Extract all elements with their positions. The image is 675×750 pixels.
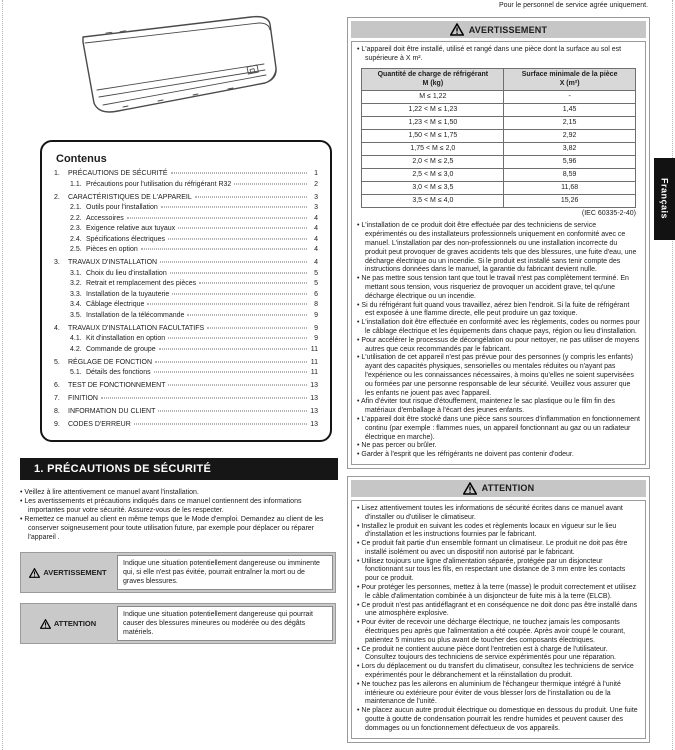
toc-entry: 8. INFORMATION DU CLIENT 13 [54, 408, 318, 415]
toc-entry: 5. RÉGLAGE DE FONCTION 11 [54, 358, 318, 366]
bullet-item: • Ne pas mettre sous tension tant que tout le travail n'est pas complètement terminé. En mettant sous tension, vous risqueriez de provoquer un accident grave, tel qu'une décharge électrique ou un incendie. [357, 275, 640, 301]
contents-title: Contenus [56, 153, 107, 165]
dot-leader [168, 338, 307, 339]
bullet-item: • L'utilisation de cet appareil n'est pas prévue pour des personnes (y compris les enfants) ayant des capacités physiques, sensorielles ou mentales réduites ou n'ayant pas l'expérience ou les connaissances nécessaires, à moins qu'elles ne soient supervisées ou formées par une personne responsable de leur sécurité. Veuillez vous assurer que les enfants ne jouent pas avec l'appareil. [357, 354, 640, 398]
iec-standard-note: (IEC 60335-2-40) [581, 209, 636, 217]
dot-leader [160, 262, 307, 263]
table-row: 2,0 < M ≤ 2,5 5,96 [362, 155, 636, 168]
toc-entry: 5.1. Détails des fonctions 11 [70, 369, 318, 376]
caution-box-content [351, 500, 646, 739]
dot-leader [168, 238, 307, 239]
toc-entry: 7. FINITION 13 [54, 395, 318, 402]
bullet-item: • Utilisez toujours une ligne d'alimentation séparée, protégée par un disjoncteur fonctionnant sur tous les fils, en respectant une distance de 3 mm entre les contacts pour ce produit. [357, 558, 640, 584]
caution-definition-text: Indique une situation potentiellement dangereuse qui pourrait causer des blessures mineures ou modérée ou des dégâts matériels. [117, 606, 333, 641]
toc-entry: 2.5. Pièces en option 4 [70, 246, 318, 253]
bullet-item: • L'installation doit être effectuée en conformité avec les règlements, codes ou normes pour le câblage électrique et les équipements dans chaque pays, région ou lieu d'installation. [357, 319, 640, 337]
table-header-row [362, 68, 636, 90]
caution-label: ATTENTION [21, 604, 115, 643]
warning-label: AVERTISSEMENT [21, 553, 115, 592]
bullet-item: • Lors du déplacement ou du transfert du climatiseur, consultez les techniciens de service expérimentés pour le débranchement et la réinstallation du produit. [357, 663, 640, 681]
dot-leader [161, 207, 307, 208]
dot-leader [172, 293, 307, 294]
dot-leader [187, 314, 307, 315]
table-row: 3,0 < M ≤ 3,5 11,68 [362, 181, 636, 194]
dot-leader [171, 173, 307, 174]
toc-entry: 2. CARACTÉRISTIQUES DE L'APPAREIL 3 [54, 193, 318, 201]
toc-entry: 3.1. Choix du lieu d'installation 5 [70, 269, 318, 277]
table-row: 1,75 < M ≤ 2,0 3,82 [362, 142, 636, 155]
bullet-item: • Ne placez aucun autre produit électrique ou domestique en dessous du produit. Une fuite goutte à goutte de condensation pourrait les rendre humides et peuvent causer des dommages ou un fonctionnement défectueux de vos appareils. [357, 707, 640, 733]
bullet-item: • Pour éviter de recevoir une décharge électrique, ne touchez jamais les composants électriques peu après que l'alimentation a été coupée. Après avoir coupé le courant, patientez 5 minutes ou plus avant de toucher des composants électriques. [357, 619, 640, 645]
caution-definition-box [20, 603, 336, 644]
warning-definition-box [20, 552, 336, 593]
dot-leader [141, 249, 307, 250]
table-row: M ≤ 1,22 - [362, 90, 636, 103]
dot-leader [147, 304, 307, 305]
left-column [20, 8, 338, 644]
bullet-item: • L'installation de ce produit doit être effectuée par des techniciens de service expérimentés ou des installateurs professionnels uniquement en conformité avec ce manuel. L'installation par des non-professionnels ou une installation incorrecte du produit peut provoquer de graves accidents tels que des blessures, une fuite d'eau, une décharge électrique ou un incendie. Si le produit est installé sans tenir compte des instructions données dans le manuel, la garantie du fabricant devient nulle. [357, 222, 640, 275]
bullet-item: • Ce produit ne contient aucune pièce dont l'entretien est à charge de l'utilisateur. Consultez toujours des techniciens de service expérimentés pour une réparation. [357, 646, 640, 664]
bullet-item: • L'appareil doit être installé, utilisé et rangé dans une pièce dont la surface au sol est supérieure à X m². [357, 46, 640, 64]
toc-entry: 4. TRAVAUX D'INSTALLATION FACULTATIFS 9 [54, 324, 318, 332]
caution-box-header: ATTENTION [351, 480, 646, 497]
dot-leader [178, 228, 307, 229]
air-conditioner-illustration [28, 10, 328, 134]
toc-entry: 3.4. Câblage électrique 8 [70, 301, 318, 308]
toc-entry: 4.2. Commande de groupe 11 [70, 345, 318, 353]
bullet-item: • Installez le produit en suivant les codes et règlements locaux en vigueur sur le lieu d'installation et les instructions fournies par le fabricant. [357, 523, 640, 541]
bullet-item: • Si du réfrigérant fuit quand vous travaillez, aérez bien l'endroit. Si la fuite de réfrigérant est exposée à une flamme directe, elle peut produire un gaz toxique. [357, 302, 640, 320]
toc-entry: 2.1. Outils pour l'installation 3 [70, 204, 318, 211]
toc-entry: 9. CODES D'ERREUR 13 [54, 421, 318, 428]
left-crop-mark [2, 0, 3, 750]
table-of-contents [40, 140, 332, 442]
bullet-item: • Afin d'éviter tout risque d'étouffement, maintenez le sac plastique ou le film fin des matériaux d'emballage à l'écart des jeunes enfants. [357, 398, 640, 416]
bullet-item: • Remettez ce manuel au client en même temps que le Mode d'emploi. Demandez au client de les conserver soigneusement pour toute utilisation future, par exemple pour déplacer ou réparer l'appareil . [20, 515, 336, 542]
dot-leader [127, 217, 307, 218]
warning-triangle-icon [450, 23, 464, 36]
toc-entry: 1. PRÉCAUTIONS DE SÉCURITÉ 1 [54, 170, 318, 177]
section-1-intro [20, 488, 336, 542]
dot-leader [168, 385, 307, 386]
table-row: 2,5 < M ≤ 3,0 8,59 [362, 168, 636, 181]
dot-leader [158, 411, 307, 412]
toc-entry: 3. TRAVAUX D'INSTALLATION 4 [54, 259, 318, 266]
toc-entry: 3.3. Installation de la tuyauterie 6 [70, 290, 318, 298]
table-row: 1,22 < M ≤ 1,23 1,45 [362, 103, 636, 116]
bullet-item: • Ce produit n'est pas antidéflagrant et en conséquence ne doit donc pas être installé dans une atmosphère explosive. [357, 602, 640, 620]
service-personnel-note: Pour le personnel de service agrée uniquement. [498, 2, 648, 9]
dot-leader [199, 283, 307, 284]
dot-leader [234, 183, 307, 184]
toc-entry: 6. TEST DE FONCTIONNEMENT 13 [54, 382, 318, 389]
refrigerant-charge-table [361, 68, 636, 208]
bullet-item: • Pour accélérer le processus de décongélation ou pour nettoyer, ne pas utiliser de moyens autres que ceux recommandés par le fabricant. [357, 337, 640, 355]
caution-box [347, 476, 650, 743]
dot-leader [159, 348, 307, 349]
toc-entry: 3.5. Installation de la télécommande 9 [70, 311, 318, 319]
dot-leader [101, 398, 307, 399]
bullet-item: • Ce produit fait partie d'un ensemble formant un climatiseur. Le produit ne doit pas être installé isolément ou avec un dispositif non autorisé par le fabricant. [357, 540, 640, 558]
toc-entry: 2.3. Exigence relative aux tuyaux 4 [70, 225, 318, 232]
toc-entry: 2.4. Spécifications électriques 4 [70, 235, 318, 243]
warning-box [347, 17, 650, 469]
dot-leader [134, 424, 307, 425]
warning-box-header: AVERTISSEMENT [351, 21, 646, 38]
bullet-item: • L'appareil doit être stocké dans une pièce sans sources d'inflammation en fonctionnement continu (par exemple : flammes nues, un appareil fonctionnant au gaz ou un radiateur électrique en marche). [357, 416, 640, 442]
table-row: 3,5 < M ≤ 4,0 15,26 [362, 194, 636, 207]
dot-leader [155, 361, 307, 362]
warning-triangle-icon [29, 568, 40, 578]
bullet-item: • Lisez attentivement toutes les informations de sécurité écrites dans ce manuel avant d'installer ou d'utiliser le climatiseur. [357, 505, 640, 523]
language-tab-francais: Français [654, 158, 675, 240]
toc-entry: 3.2. Retrait et remplacement des pièces 5 [70, 280, 318, 287]
dot-leader [207, 327, 307, 328]
bullet-item: • Veillez à lire attentivement ce manuel avant l'installation. [20, 488, 336, 497]
column-header: Surface minimale de la pièce X (m²) [504, 68, 635, 90]
warning-triangle-icon [40, 619, 51, 629]
section-1-heading: 1. PRÉCAUTIONS DE SÉCURITÉ [20, 458, 338, 480]
bullet-item: • Garder à l'esprit que les réfrigérants ne doivent pas contenir d'odeur. [357, 451, 640, 460]
bullet-item: • Les avertissements et précautions indiqués dans ce manuel contiennent des informations importantes pour votre sécurité. Assurez-vous de les respecter. [20, 497, 336, 515]
table-row: 1,50 < M ≤ 1,75 2,92 [362, 129, 636, 142]
toc-entry: 1.1. Précautions pour l'utilisation du réfrigérant R32 2 [70, 180, 318, 188]
toc-entry: 4.1. Kit d'installation en option 9 [70, 335, 318, 342]
table-row: 1,23 < M ≤ 1,50 2,15 [362, 116, 636, 129]
right-crop-mark [672, 0, 673, 750]
bullet-item: • Pour protéger les personnes, mettez à la terre (masse) le produit correctement et utilisez le câble d'alimentation combinée à un disjoncteur de fuite mis à la terre (ELCB). [357, 584, 640, 602]
toc-entry: 2.2. Accessoires 4 [70, 214, 318, 222]
column-header: Quantité de charge de réfrigérant M (kg) [362, 68, 504, 90]
bullet-item: • Ne pas percer ou brûler. [357, 442, 640, 451]
bullet-item: • Ne touchez pas les ailerons en aluminium de l'échangeur thermique intégré à l'unité intérieure ou extérieure pour éviter de vous blesser lors de l'installation ou de la maintenance de l'unité. [357, 681, 640, 707]
warning-box-content [351, 41, 646, 465]
warning-triangle-icon [463, 482, 477, 495]
dot-leader [195, 196, 307, 197]
right-column [347, 2, 650, 750]
dot-leader [170, 272, 307, 273]
warning-definition-text: Indique une situation potentiellement dangereuse ou imminente qui, si elle n'est pas évitée, pourrait entraîner la mort ou de graves blessures. [117, 555, 333, 590]
dot-leader [154, 372, 307, 373]
